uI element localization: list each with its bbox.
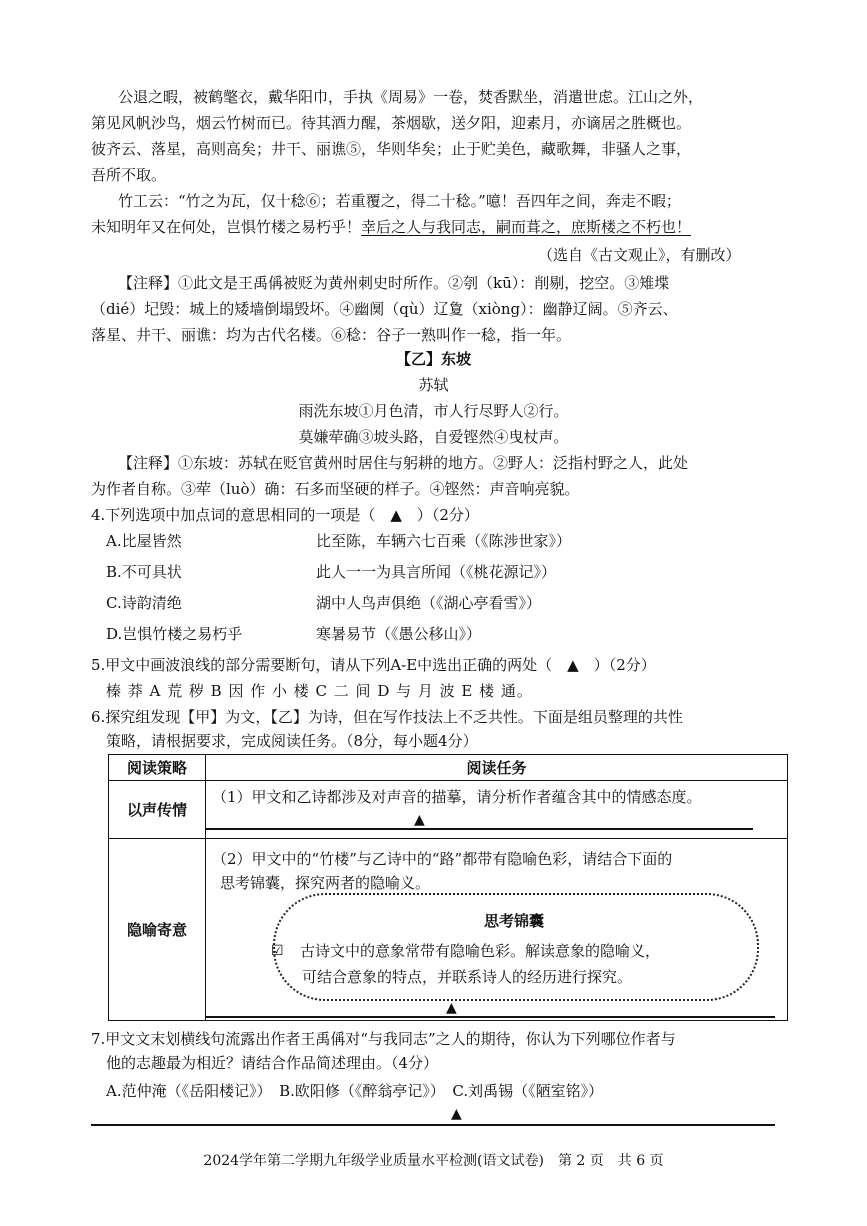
tip-line: 可结合意象的特点，并联系诗人的经历进行探究。 [302,968,633,986]
passage-line: 竹工云：“竹之为瓦，仅十稔⑥；若重覆之，得二十稔。”噫！吾四年之间，奔走不暇； [118,192,681,210]
passage-line: 公退之暇，被鹤氅衣，戴华阳巾，手执《周易》一卷，焚香默坐，消遣世虑。江山之外， [118,88,704,106]
passage-line: 吾所不取。 [91,166,167,184]
poem-line-2: 莫嫌荦确③坡头路，自爱铿然④曳杖声。 [298,428,569,446]
question-4-stem: 4.下列选项中加点词的意思相同的一项是（ ▲ ）（2分） [91,506,479,524]
q4-option-right: 湖中人鸟声俱绝（《湖心亭看雪》） [316,594,542,612]
note-line: 【注释】①此文是王禹偁被贬为黄州刺史时所作。②刳（kū）：削剔，挖空。③雉堞 [118,274,670,292]
q5-sentence: 榛 莽 A 荒 秽 B 因 作 小 楼 C 二 间 D 与 月 波 E 楼 通。 [106,682,533,700]
note-line: 【注释】①东坡：苏轼在贬官黄州时居住与躬耕的地方。②野人：泛指村野之人，此处 [118,454,689,472]
q7-options: A.范仲淹（《岳阳楼记》） B.欧阳修（《醉翁亭记》） C.刘禹锡（《陋室铭》） [106,1082,604,1100]
strategy-sound: 以声传情 [109,781,206,839]
task-2-text: 思考锦囊，探究两者的隐喻义。 [220,874,431,892]
task-1-cell [206,781,788,839]
q4-option-left: D.岂惧竹楼之易朽乎 [106,625,243,643]
page-footer: 2024学年第二学期九年级学业质量水平检测(语文试卷) 第 2 页 共 6 页 [203,1153,664,1169]
q4-option-right: 此人一一为具言所闻（《桃花源记》） [316,563,557,581]
answer-line[interactable] [91,1124,775,1126]
q4-option-left: C.诗韵清绝 [106,594,182,612]
question-5-stem: 5.甲文中画波浪线的部分需要断句，请从下列A-E中选出正确的两处（ ▲ ）（2分） [91,656,656,674]
q4-option-left: A.比屋皆然 [106,532,182,550]
edit-icon: ☑ [271,943,284,959]
note-line: 为作者自称。③荦（luò）确：石多而坚硬的样子。④铿然：声音响亮貌。 [91,480,580,498]
poem-line-1: 雨洗东坡①月色清，市人行尽野人②行。 [298,402,569,420]
note-line: 落星、井干、丽谯：均为古代名楼。⑥稔：谷子一熟叫作一稔，指一年。 [91,326,572,344]
tip-line: 古诗文中的意象常带有隐喻色彩。解读意象的隐喻义， [300,942,661,960]
table-header-strategy: 阅读策略 [109,755,206,781]
answer-marker: ▲ [446,1000,457,1016]
underlined-sentence: 幸后之人与我同志，嗣而葺之，庶斯楼之不朽也！ [361,218,692,236]
question-6-stem: 策略，请根据要求，完成阅读任务。（8分，每小题4分） [106,732,478,750]
passage-line [91,216,691,238]
poem-title: 【乙】东坡 [395,350,471,368]
note-line: （dié）圮毁：城上的矮墙倒塌毁坏。④幽阒（qù）辽夐（xiòng）：幽静辽阔。⑤齐云、 [91,300,678,318]
answer-line[interactable] [205,828,753,830]
task-1-text: （1）甲文和乙诗都涉及对声音的描摹，请分析作者蕴含其中的情感态度。 [212,788,702,806]
passage-text: 未知明年又在何处，岂惧竹楼之易朽乎！ [91,218,362,236]
tip-title: 思考锦囊 [483,912,544,930]
answer-marker: ▲ [451,1106,462,1122]
task-2-text: （2）甲文中的“竹楼”与乙诗中的“路”都带有隐喻色彩，请结合下面的 [212,850,673,868]
strategy-metaphor: 隐喻寄意 [109,839,206,1021]
question-6-stem: 6.探究组发现【甲】为文，【乙】为诗，但在写作技法上不乏共性。下面是组员整理的共性 [91,708,683,726]
passage-line: 第见风帆沙鸟，烟云竹树而已。待其酒力醒，茶烟歇，送夕阳，迎素月，亦谪居之胜概也。 [91,114,692,132]
q4-option-right: 寒暑易节（《愚公移山》） [316,625,482,643]
poem-author: 苏轼 [418,376,449,394]
table-header-task: 阅读任务 [206,755,788,781]
source-citation: （选自《古文观止》，有删改） [538,246,741,264]
question-7-stem: 他的志趣最为相近？请结合作品简述理由。（4分） [106,1054,439,1072]
answer-line[interactable] [205,1016,775,1018]
passage-line: 彼齐云、落星，高则高矣；井干、丽谯⑤，华则华矣；止于贮美色，藏歌舞，非骚人之事， [91,140,692,158]
q4-option-right: 比至陈，车辆六七百乘（《陈涉世家》） [316,532,572,550]
answer-marker: ▲ [414,812,425,828]
question-7-stem: 7.甲文文末划横线句流露出作者王禹偁对“与我同志”之人的期待，你认为下列哪位作者与 [91,1030,676,1048]
q4-option-left: B.不可具状 [106,563,182,581]
